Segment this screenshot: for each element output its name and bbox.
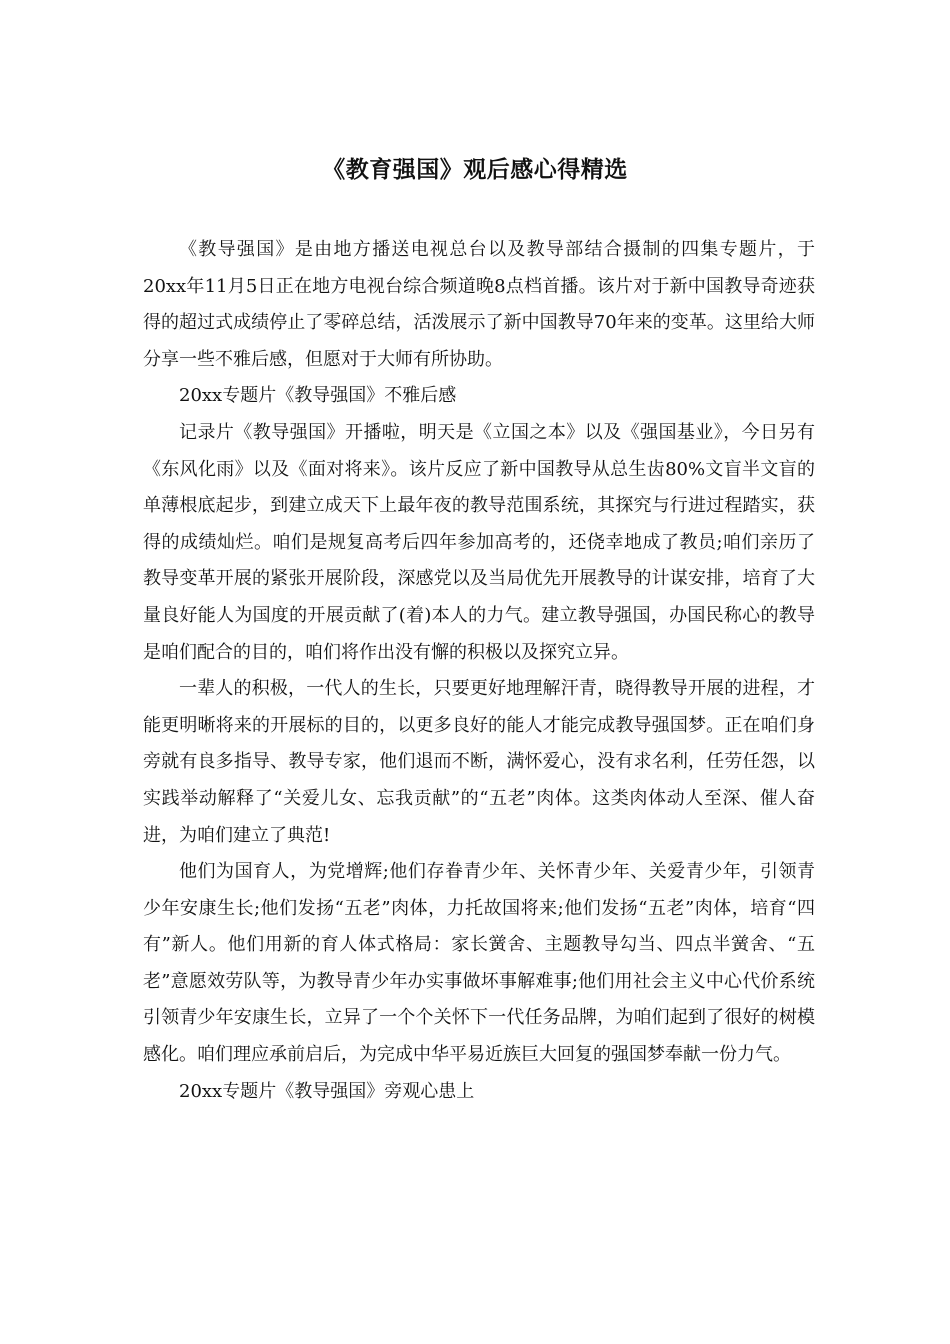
body-paragraph-1: 记录片《教导强国》开播啦，明天是《立国之本》以及《强国基业》，今日另有《东风化雨》以及《面对将来》。该片反应了新中国教导从总生齿80%文盲半文盲的单薄根底起步，到建立成天下上最年夜的教导范围系统，其探究与行进过程踏实，获得的成绩灿烂。咱们是规复高考后四年参加高考的，还侥幸地成了教员;咱们亲历了教导变革开展的紧张开展阶段，深感党以及当局优先开展教导的计谋安排，培育了大量良好能人为国度的开展贡献了(着)本人的力气。建立教导强国，办国民称心的教导是咱们配合的目的，咱们将作出没有懈的积极以及探究立异。 [143, 421, 815, 663]
section-heading-2: 20xx专题片《教导强国》旁观心患上 [179, 1080, 475, 1102]
section-heading-1: 20xx专题片《教导强国》不雅后感 [179, 385, 457, 407]
document-title: 《教育强国》观后感心得精选 [322, 157, 628, 183]
body-paragraph-3: 他们为国育人，为党增辉;他们存眷青少年、关怀青少年、关爱青少年，引领青少年安康生长;他们发扬“五老”肉体，力托故国将来;他们发扬“五老”肉体，培育“四有”新人。他们用新的育人体式格局：家长黉舍、主题教导勾当、四点半黉舍、“五老”意愿效劳队等，为教导青少年办实事做坏事解难事;他们用社会主义中心代价系统引领青少年安康生长，立异了一个个关怀下一代任务品牌，为咱们起到了很好的树模感化。咱们理应承前启后，为完成中华平易近族巨大回复的强国梦奉献一份力气。 [143, 861, 815, 1066]
document-body [143, 232, 815, 1110]
body-paragraph-2: 一辈人的积极，一代人的生长，只要更好地理解汗青，晓得教导开展的进程，才能更明晰将来的开展标的目的，以更多良好的能人才能完成教导强国梦。正在咱们身旁就有良多指导、教导专家，他们退而不断，满怀爱心，没有求名利，任劳任怨，以实践举动解释了“关爱儿女、忘我贡献”的“五老”肉体。这类肉体动人至深、催人奋进，为咱们建立了典范! [143, 678, 815, 846]
intro-paragraph: 《教导强国》是由地方播送电视总台以及教导部结合摄制的四集专题片，于20xx年11月5日正在地方电视台综合频道晚8点档首播。该片对于新中国教导奇迹获得的超过式成绩停止了零碎总结，活泼展示了新中国教导70年来的变革。这里给大师分享一些不雅后感，但愿对于大师有所协助。 [143, 239, 815, 370]
